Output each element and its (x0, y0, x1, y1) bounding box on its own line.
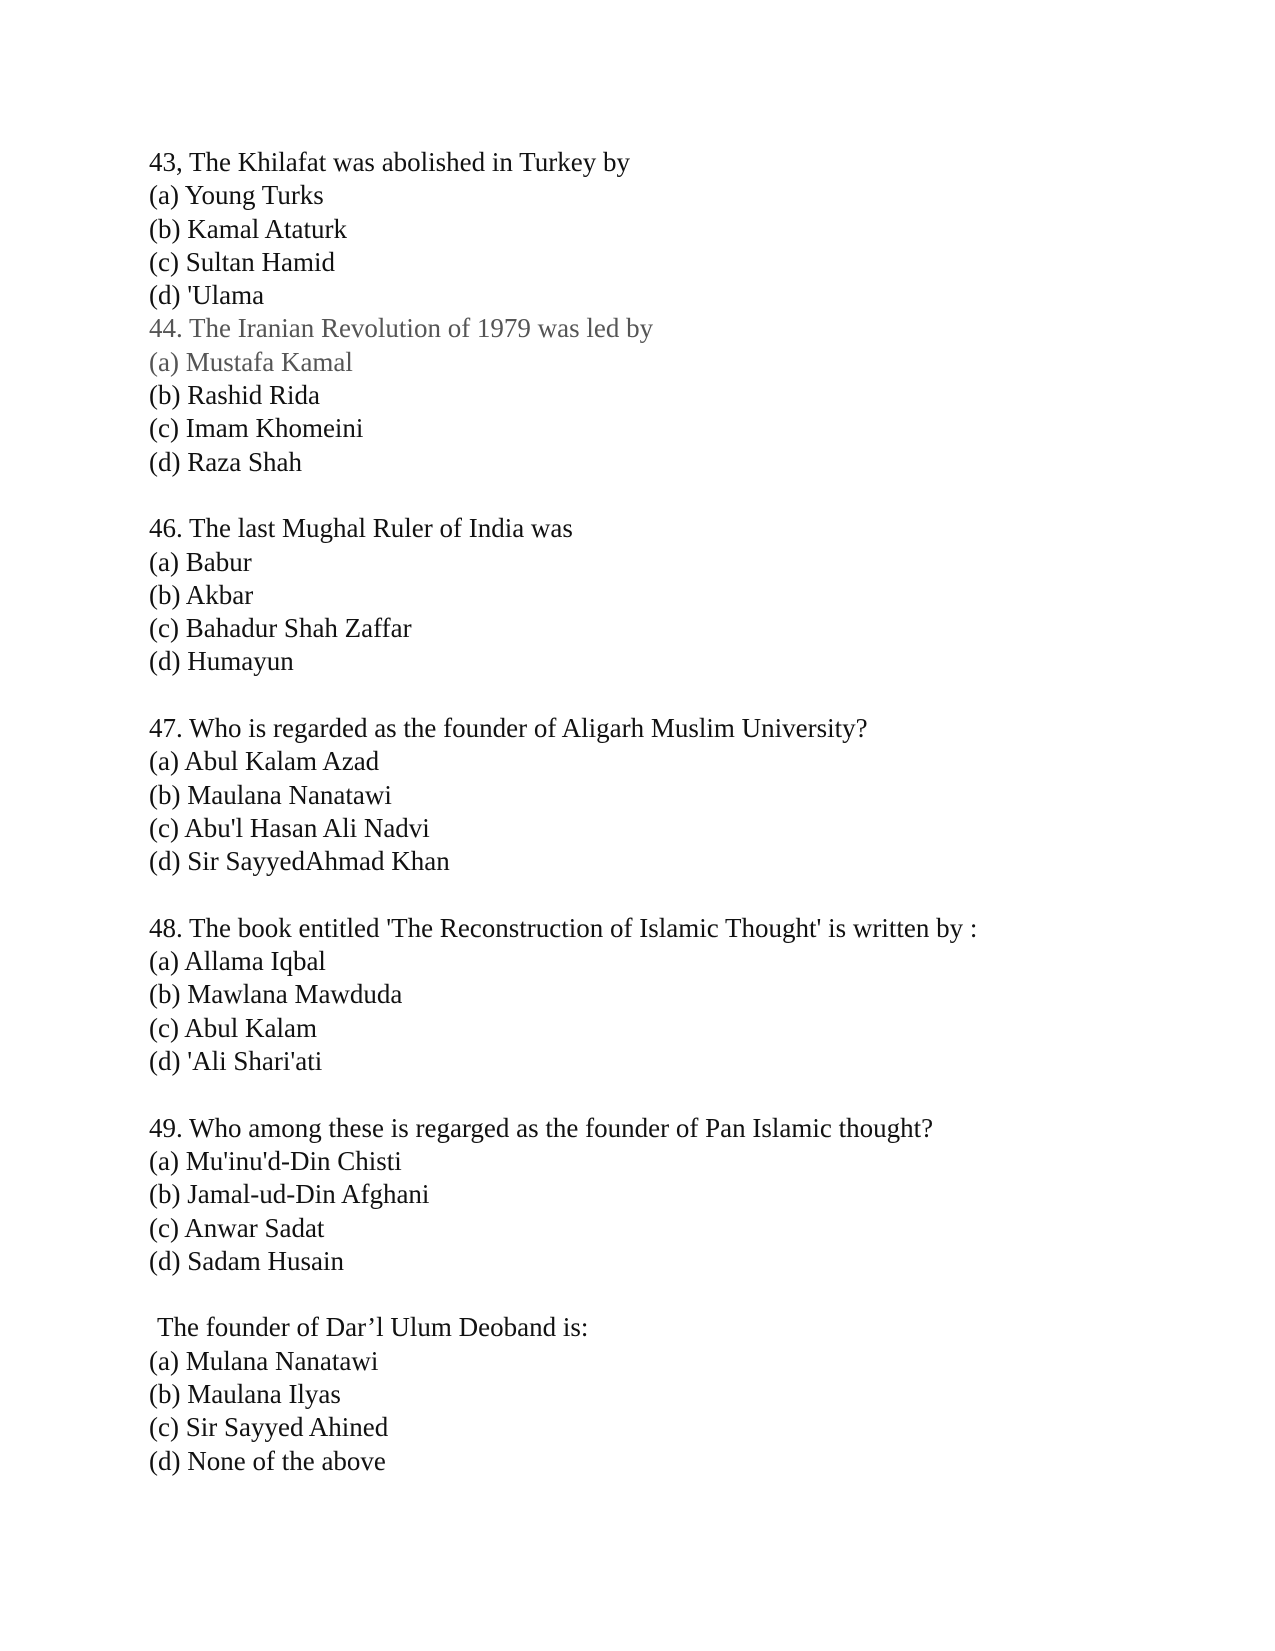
question-49-option-d: (d) Sadam Husain (149, 1245, 344, 1276)
question-47-option-b: (b) Maulana Nanatawi (149, 779, 392, 810)
spacer (149, 679, 1209, 712)
question-44-option-a: (a) Mustafa Kamal (149, 346, 353, 377)
question-43-option-d: (d) 'Ulama (149, 280, 265, 311)
question-44-option-b: (b) Rashid Rida (149, 380, 320, 411)
question-46-option-b: (b) Akbar (149, 579, 254, 610)
question-deoband-text: The founder of Dar’l Ulum Deoband is: (157, 1312, 589, 1343)
question-43-option-c: (c) Sultan Hamid (149, 246, 335, 277)
question-48-option-d: (d) 'Ali Shari'ati (149, 1046, 323, 1077)
question-deoband-option-c: (c) Sir Sayyed Ahined (149, 1412, 389, 1443)
question-44-option-c: (c) Imam Khomeini (149, 413, 364, 444)
question-49-option-a: (a) Mu'inu'd-Din Chisti (149, 1145, 402, 1176)
question-47-option-d: (d) Sir SayyedAhmad Khan (149, 846, 450, 877)
question-46-text: 46. The last Mughal Ruler of India was (149, 513, 573, 544)
spacer (149, 1278, 1209, 1311)
question-deoband-option-a: (a) Mulana Nanatawi (149, 1345, 379, 1376)
question-48-text: 48. The book entitled 'The Reconstruction of Islamic Thought' is written by : (149, 912, 978, 943)
question-43-text: 43, The Khilafat was abolished in Turkey by (149, 147, 630, 177)
spacer (149, 1078, 1209, 1111)
question-47-option-a: (a) Abul Kalam Azad (149, 746, 380, 777)
question-47-text: 47. Who is regarded as the founder of Aligarh Muslim University? (149, 713, 868, 744)
spacer (149, 879, 1209, 912)
question-49-text: 49. Who among these is regarged as the founder of Pan Islamic thought? (149, 1112, 934, 1143)
question-46-option-c: (c) Bahadur Shah Zaffar (149, 613, 412, 644)
question-44-text: 44. The Iranian Revolution of 1979 was led by (149, 313, 654, 344)
question-48-option-c: (c) Abul Kalam (149, 1012, 317, 1043)
question-46-option-a: (a) Babur (149, 546, 252, 577)
spacer (149, 479, 1209, 512)
question-49-option-c: (c) Anwar Sadat (149, 1212, 325, 1243)
question-49-option-b: (b) Jamal-ud-Din Afghani (149, 1179, 430, 1210)
question-list (149, 146, 1209, 1478)
question-48-option-a: (a) Allama Iqbal (149, 946, 326, 977)
question-44-option-d: (d) Raza Shah (149, 446, 302, 477)
question-43-option-b: (b) Kamal Ataturk (149, 213, 347, 244)
question-46-option-d: (d) Humayun (149, 646, 294, 677)
question-48-option-b: (b) Mawlana Mawduda (149, 979, 403, 1010)
question-deoband-option-b: (b) Maulana Ilyas (149, 1378, 341, 1409)
question-43-option-a: (a) Young Turks (149, 180, 324, 211)
question-deoband-option-d: (d) None of the above (149, 1445, 386, 1476)
question-47-option-c: (c) Abu'l Hasan Ali Nadvi (149, 812, 430, 843)
